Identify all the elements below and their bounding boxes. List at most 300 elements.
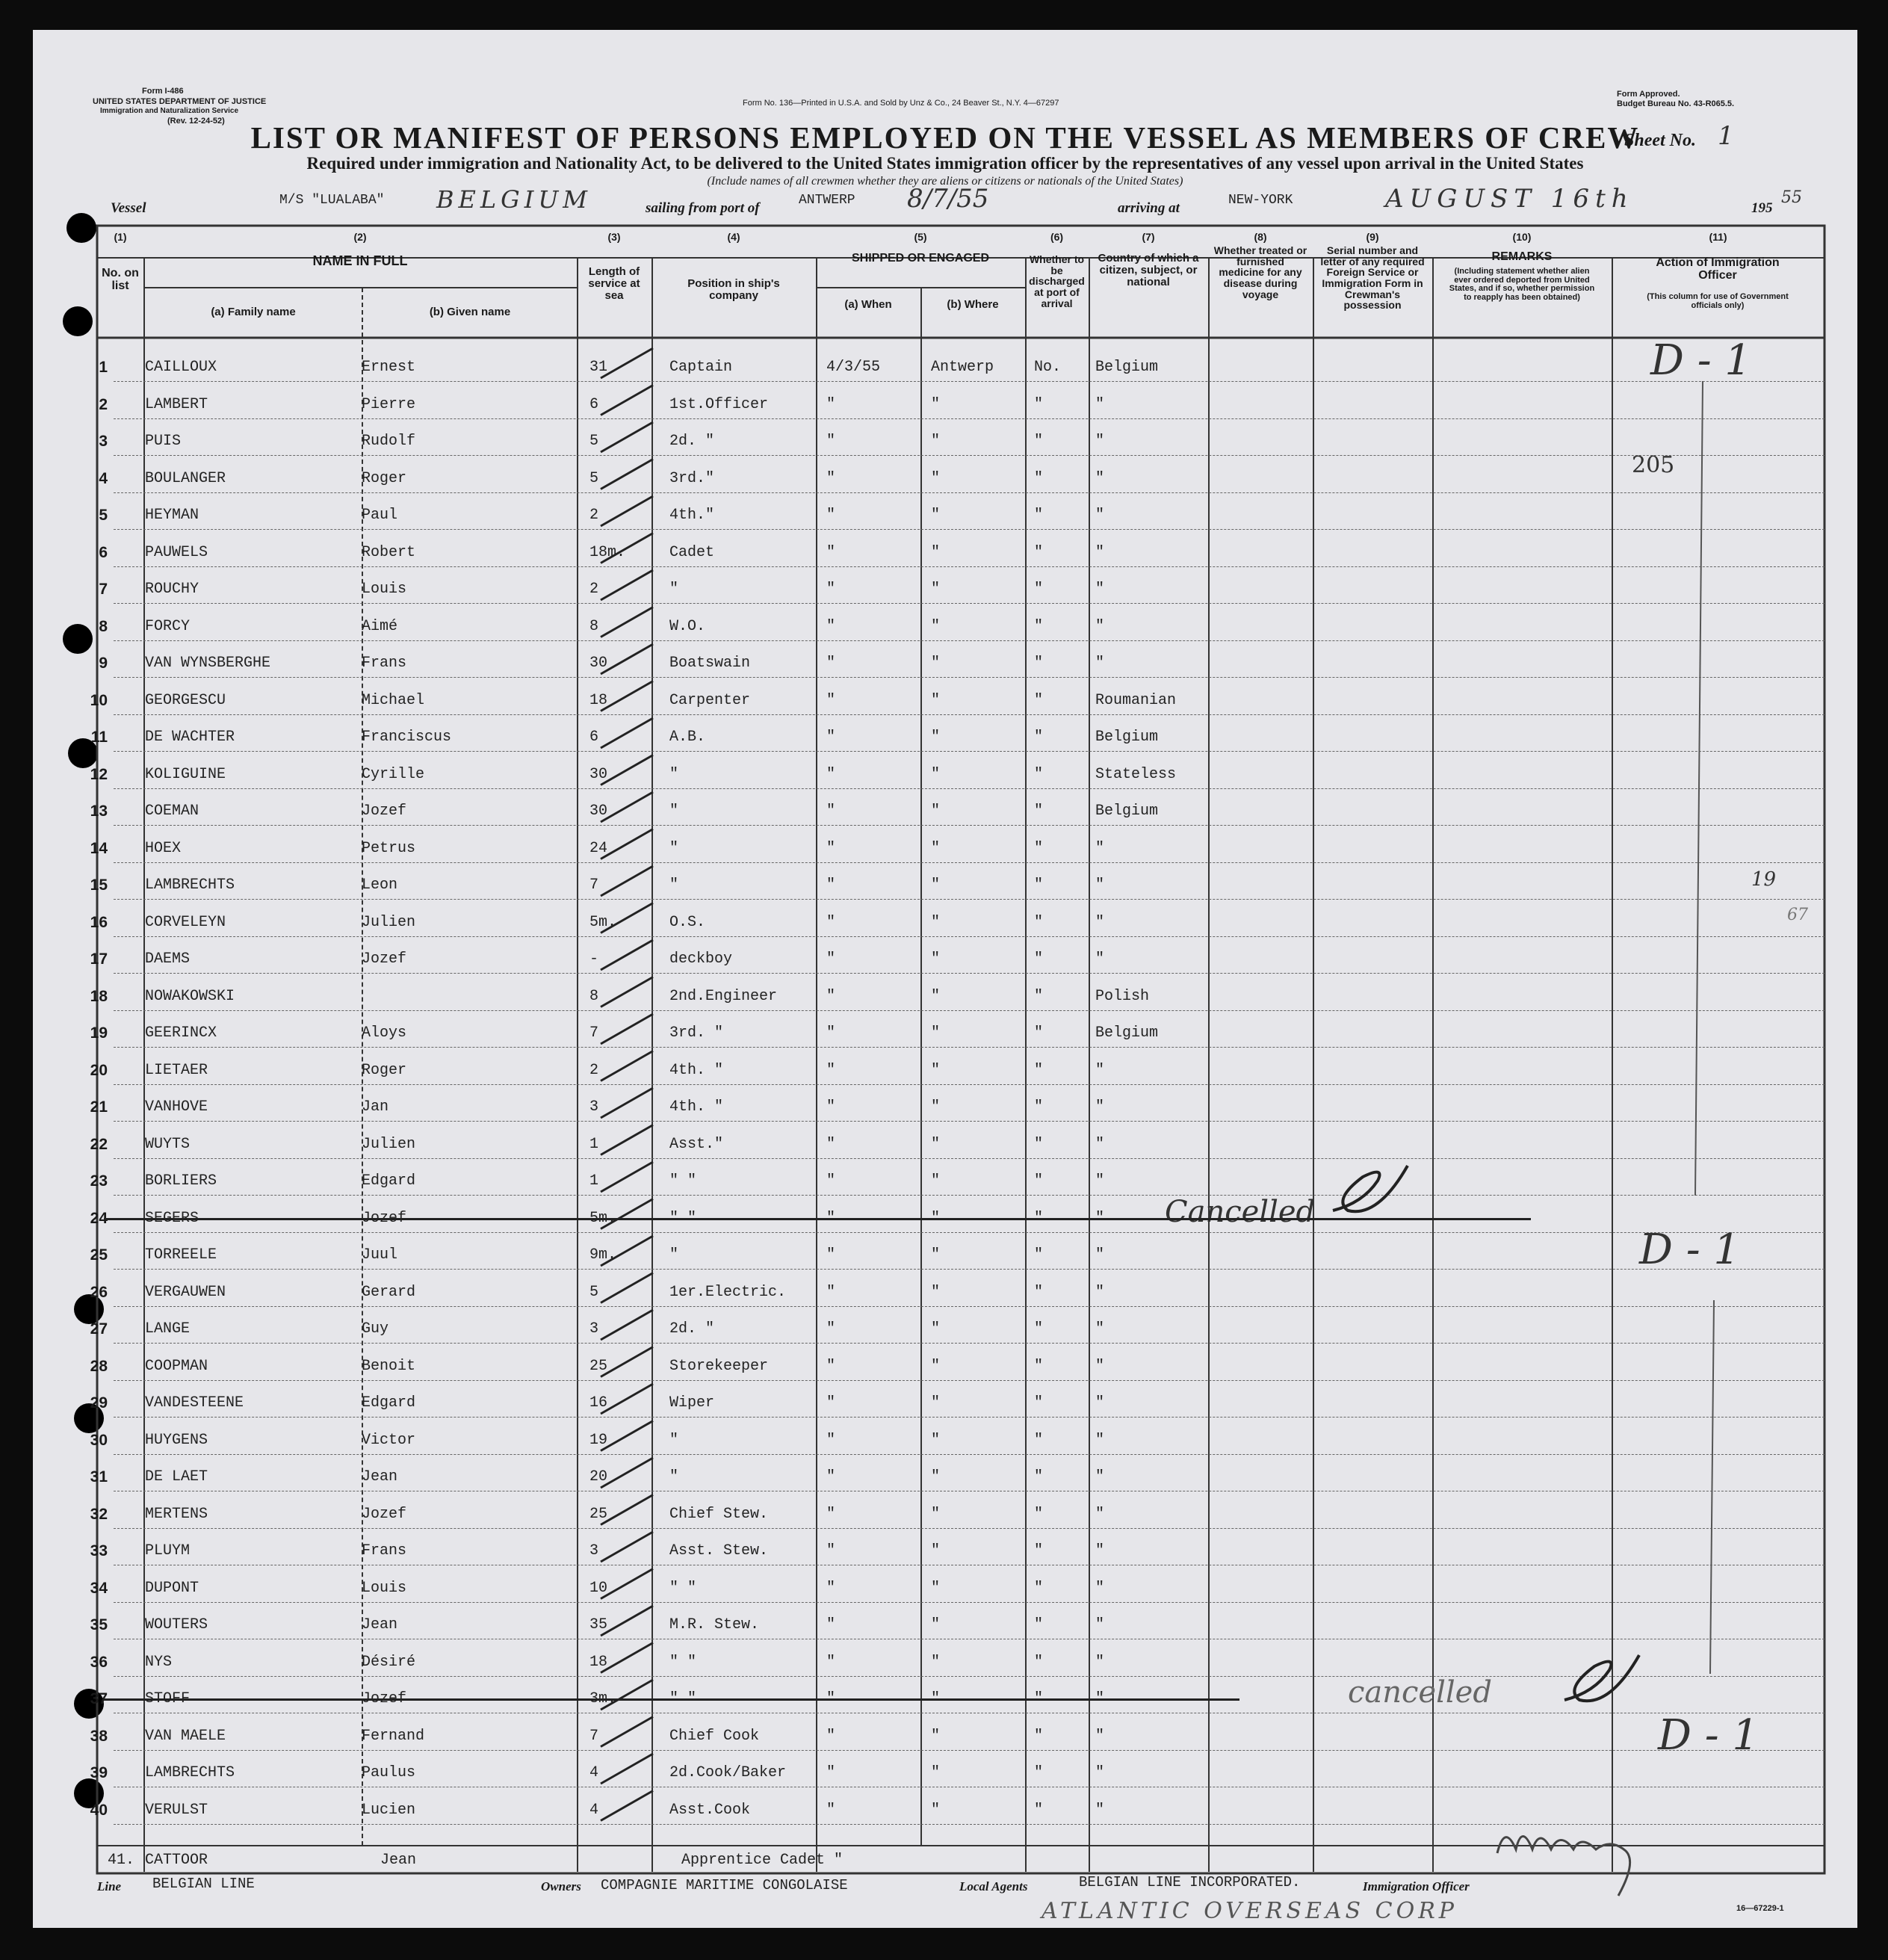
cell-where: " xyxy=(931,1283,941,1301)
cell-discharged: " xyxy=(1034,1505,1044,1523)
cell-given: Julien xyxy=(362,1135,416,1153)
cell-when: " xyxy=(826,507,836,524)
cancel-initials-37 xyxy=(1564,1655,1639,1701)
vessel-label: Vessel xyxy=(111,200,146,216)
col5-number: (5) xyxy=(914,231,927,243)
cell-service: 18 xyxy=(589,1653,608,1671)
cell-family: FORCY xyxy=(145,617,191,635)
cell-where: " xyxy=(931,877,941,894)
cell-where: " xyxy=(931,507,941,524)
check-tick xyxy=(601,1051,653,1081)
check-tick xyxy=(601,1014,653,1044)
check-tick xyxy=(601,977,653,1007)
cell-service: 2 xyxy=(589,507,599,524)
cell-family: BOULANGER xyxy=(145,469,226,487)
cell-country: " xyxy=(1095,950,1105,968)
cell-when: " xyxy=(826,1727,836,1745)
col4-label: Position in ship's company xyxy=(687,277,780,302)
cell-discharged: " xyxy=(1034,1283,1044,1301)
action-d1-middle: D - 1 xyxy=(1639,1225,1741,1274)
cell-country: " xyxy=(1095,1727,1105,1745)
extra-row-position: Apprentice Cadet " xyxy=(681,1852,844,1869)
check-tick xyxy=(601,386,653,415)
year-value: 55 xyxy=(1781,188,1802,207)
cell-where: " xyxy=(931,987,941,1005)
cell-discharged: " xyxy=(1034,617,1044,635)
row-number: 15 xyxy=(90,877,108,894)
cell-family: SEGERS xyxy=(145,1209,199,1227)
cell-country: " xyxy=(1095,617,1105,635)
cell-where: " xyxy=(931,655,941,672)
row-number: 1 xyxy=(99,359,108,376)
cell-discharged: " xyxy=(1034,655,1044,672)
owners-label: Owners xyxy=(541,1879,581,1893)
cell-country: " xyxy=(1095,1061,1105,1079)
cell-family: COEMAN xyxy=(145,803,199,820)
cell-where: " xyxy=(931,1505,941,1523)
cell-country: " xyxy=(1095,877,1105,894)
row-number: 21 xyxy=(90,1098,108,1116)
right-margin-line xyxy=(1710,1300,1714,1674)
cell-service: 4 xyxy=(589,1801,599,1819)
col11-label: Action of Immigration Officer xyxy=(1656,256,1780,282)
row-number: 19 xyxy=(90,1024,108,1042)
cell-position: " " xyxy=(669,1172,697,1190)
row-number: 37 xyxy=(90,1690,108,1707)
row-number: 20 xyxy=(90,1061,108,1079)
row-number: 32 xyxy=(90,1505,108,1523)
cell-position: W.O. xyxy=(669,617,706,635)
cell-where: " xyxy=(931,617,941,635)
row-number: 4 xyxy=(99,469,108,487)
check-tick xyxy=(601,570,653,600)
check-tick xyxy=(601,1643,653,1673)
cell-position: Boatswain xyxy=(669,655,751,672)
cell-service: 5 xyxy=(589,469,599,487)
row-number: 39 xyxy=(90,1764,108,1781)
col4-number: (4) xyxy=(727,231,740,243)
cell-position: 4th. " xyxy=(669,1098,724,1116)
cell-family: LAMBRECHTS xyxy=(145,1764,235,1781)
sheet-label: Sheet No. xyxy=(1624,131,1696,150)
cell-position: 4th. " xyxy=(669,1061,724,1079)
cell-service: 20 xyxy=(589,1468,608,1486)
cell-position: " " xyxy=(669,1653,697,1671)
cell-family: MERTENS xyxy=(145,1505,208,1523)
cell-when: " xyxy=(826,581,836,598)
cell-position: M.R. Stew. xyxy=(669,1616,760,1633)
row-number: 8 xyxy=(99,617,108,635)
check-tick xyxy=(601,1569,653,1599)
col8-label: Whether treated or furnished medicine for any disease during voyage xyxy=(1213,244,1307,300)
line-label: Line xyxy=(97,1879,122,1893)
cell-given: Pierre xyxy=(362,395,416,413)
cell-discharged: " xyxy=(1034,877,1044,894)
cell-position: Asst.Cook xyxy=(669,1801,751,1819)
cell-position: " " xyxy=(669,1579,697,1597)
cell-service: 1 xyxy=(589,1172,599,1190)
cell-when: " xyxy=(826,1801,836,1819)
cell-discharged: " xyxy=(1034,1024,1044,1042)
cell-service: 25 xyxy=(589,1505,608,1523)
cell-country: Belgium xyxy=(1095,1024,1159,1042)
cell-country: " xyxy=(1095,1320,1105,1338)
cell-discharged: " xyxy=(1034,395,1044,413)
cell-position: " xyxy=(669,1246,679,1264)
cell-service: 4 xyxy=(589,1764,599,1781)
cell-when: 4/3/55 xyxy=(826,359,881,376)
cell-when: " xyxy=(826,1505,836,1523)
cell-service: 31 xyxy=(589,359,608,376)
col7-number: (7) xyxy=(1142,231,1155,243)
cell-position: 3rd. " xyxy=(669,1024,724,1042)
cell-given: Paul xyxy=(362,507,398,524)
cell-service: 8 xyxy=(589,617,599,635)
cell-where: " xyxy=(931,950,941,968)
cell-when: " xyxy=(826,1024,836,1042)
cell-country: " xyxy=(1095,507,1105,524)
cell-given: Guy xyxy=(362,1320,389,1338)
cell-family: LAMBERT xyxy=(145,395,208,413)
cell-given: Julien xyxy=(362,913,416,931)
sailing-date: 8/7/55 xyxy=(907,184,989,214)
cell-discharged: " xyxy=(1034,433,1044,450)
cell-discharged: " xyxy=(1034,1801,1044,1819)
check-tick xyxy=(601,718,653,748)
cell-country: " xyxy=(1095,395,1105,413)
check-tick xyxy=(601,829,653,859)
cell-when: " xyxy=(826,1283,836,1301)
cell-discharged: No. xyxy=(1034,359,1062,376)
cell-service: 10 xyxy=(589,1579,608,1597)
cell-discharged: " xyxy=(1034,987,1044,1005)
cell-country: " xyxy=(1095,839,1105,857)
cell-where: " xyxy=(931,433,941,450)
cell-country: Roumanian xyxy=(1095,691,1177,709)
check-tick xyxy=(601,1310,653,1340)
vessel-value: M/S "LUALABA" xyxy=(279,193,385,208)
cell-service: 35 xyxy=(589,1616,608,1633)
cell-country: " xyxy=(1095,1690,1105,1707)
cell-position: O.S. xyxy=(669,913,706,931)
cell-position: deckboy xyxy=(669,950,733,968)
line-value: BELGIAN LINE xyxy=(152,1876,255,1892)
col3-number: (3) xyxy=(607,231,621,243)
cell-country: " xyxy=(1095,1135,1105,1153)
check-tick xyxy=(601,348,653,378)
cell-position: Storekeeper xyxy=(669,1357,769,1375)
cell-where: " xyxy=(931,913,941,931)
row-number: 17 xyxy=(90,950,108,968)
cell-position: " " xyxy=(669,1690,697,1707)
sheet-value: 1 xyxy=(1718,121,1734,151)
check-tick xyxy=(601,1384,653,1414)
cell-country: " xyxy=(1095,1579,1105,1597)
cancelled-remark: Cancelled xyxy=(1165,1194,1316,1229)
cell-service: 8 xyxy=(589,987,599,1005)
sailing-value: ANTWERP xyxy=(799,193,855,208)
cell-where: " xyxy=(931,1431,941,1449)
cell-where: " xyxy=(931,1727,941,1745)
cell-where: " xyxy=(931,1616,941,1633)
cell-given: Robert xyxy=(362,543,416,561)
cell-discharged: " xyxy=(1034,1320,1044,1338)
manifest-sheet xyxy=(33,30,1857,1928)
cancel-initials-24 xyxy=(1333,1166,1408,1211)
cell-when: " xyxy=(826,1320,836,1338)
check-tick xyxy=(601,1421,653,1451)
cell-when: " xyxy=(826,1172,836,1190)
cell-service: 30 xyxy=(589,803,608,820)
printer-info: Form No. 136—Printed in U.S.A. and Sold by Unz & Co., 24 Beaver St., N.Y. 4—67297 xyxy=(743,99,1059,108)
cell-when: " xyxy=(826,1098,836,1116)
cell-where: " xyxy=(931,1468,941,1486)
cell-discharged: " xyxy=(1034,543,1044,561)
cell-service: 2 xyxy=(589,1061,599,1079)
cell-where: " xyxy=(931,469,941,487)
cell-family: DAEMS xyxy=(145,950,191,968)
col2b-label: (b) Given name xyxy=(429,306,511,318)
cell-when: " xyxy=(826,395,836,413)
page-title: LIST OR MANIFEST OF PERSONS EMPLOYED ON THE VESSEL AS MEMBERS OF CREW xyxy=(250,120,1640,155)
check-tick xyxy=(601,460,653,489)
cell-when: " xyxy=(826,1209,836,1227)
check-tick xyxy=(601,1125,653,1155)
service-name: Immigration and Naturalization Service xyxy=(100,107,239,115)
cell-position: " xyxy=(669,839,679,857)
row-number: 23 xyxy=(90,1172,108,1190)
cell-given: Jean xyxy=(362,1616,398,1633)
check-tick xyxy=(601,1088,653,1118)
check-tick xyxy=(601,422,653,452)
cell-given: Aimé xyxy=(362,617,398,635)
cell-where: " xyxy=(931,1542,941,1559)
cell-service: 30 xyxy=(589,655,608,672)
cell-given: Roger xyxy=(362,469,407,487)
footer-code: 16—67229-1 xyxy=(1736,1904,1784,1913)
cell-family: HUYGENS xyxy=(145,1431,208,1449)
col2-number: (2) xyxy=(353,231,367,243)
budget-bureau: Budget Bureau No. 43-R065.5. xyxy=(1617,99,1735,108)
check-tick xyxy=(601,644,653,674)
cell-service: 1 xyxy=(589,1135,599,1153)
row-number: 35 xyxy=(90,1616,108,1633)
cell-country: Belgium xyxy=(1095,359,1159,376)
cell-given: Petrus xyxy=(362,839,416,857)
cell-given: Victor xyxy=(362,1431,416,1449)
cell-country: " xyxy=(1095,1357,1105,1375)
cell-country: " xyxy=(1095,1431,1105,1449)
col1-label: No. on list xyxy=(102,267,139,292)
cell-where: " xyxy=(931,1209,941,1227)
cell-service: 5 xyxy=(589,433,599,450)
row-number: 38 xyxy=(90,1727,108,1745)
cell-where: " xyxy=(931,1801,941,1819)
cell-given: Rudolf xyxy=(362,433,416,450)
cell-given: Fernand xyxy=(362,1727,425,1745)
cell-when: " xyxy=(826,1542,836,1559)
cell-given: Edgard xyxy=(362,1172,416,1190)
cell-position: 2d. " xyxy=(669,433,715,450)
cell-given: Frans xyxy=(362,655,407,672)
cell-country: " xyxy=(1095,655,1105,672)
cell-where: " xyxy=(931,1394,941,1412)
cell-position: 3rd." xyxy=(669,469,715,487)
cell-service: 3 xyxy=(589,1320,599,1338)
cell-family: VERULST xyxy=(145,1801,208,1819)
cell-where: Antwerp xyxy=(931,359,994,376)
cell-when: " xyxy=(826,1431,836,1449)
cell-when: " xyxy=(826,987,836,1005)
cell-position: Chief Cook xyxy=(669,1727,760,1745)
check-tick xyxy=(601,1754,653,1784)
cell-given: Gerard xyxy=(362,1283,416,1301)
cell-discharged: " xyxy=(1034,765,1044,783)
row-number: 13 xyxy=(90,803,108,820)
cell-where: " xyxy=(931,803,941,820)
cell-when: " xyxy=(826,803,836,820)
check-tick xyxy=(601,1495,653,1525)
cell-family: NOWAKOWSKI xyxy=(145,987,235,1005)
form-number: Form I-486 xyxy=(142,87,184,96)
cell-family: VANDESTEENE xyxy=(145,1394,244,1412)
action-d1-bottom: D - 1 xyxy=(1658,1711,1759,1760)
col2-label: NAME IN FULL xyxy=(312,253,408,268)
cell-where: " xyxy=(931,1764,941,1781)
cell-given: Louis xyxy=(362,581,407,598)
row-number: 40 xyxy=(90,1801,108,1819)
cell-discharged: " xyxy=(1034,1431,1044,1449)
cell-family: LAMBRECHTS xyxy=(145,877,235,894)
col11-number: (11) xyxy=(1709,231,1727,243)
cell-service: 6 xyxy=(589,395,599,413)
cell-where: " xyxy=(931,581,941,598)
col10-label: REMARKS xyxy=(1491,250,1553,263)
department: UNITED STATES DEPARTMENT OF JUSTICE xyxy=(93,97,267,106)
col9-label: Serial number and letter of any required Foreign Service or Immigration Form in Crewman's possession xyxy=(1320,244,1425,312)
cell-when: " xyxy=(826,1764,836,1781)
cell-family: NYS xyxy=(145,1653,173,1671)
row-number: 25 xyxy=(90,1246,108,1264)
check-tick xyxy=(601,940,653,970)
agents-value: BELGIAN LINE INCORPORATED. xyxy=(1079,1874,1301,1891)
cell-position: Asst. Stew. xyxy=(669,1542,769,1559)
cell-when: " xyxy=(826,1653,836,1671)
cell-family: GEERINCX xyxy=(145,1024,217,1042)
check-tick xyxy=(601,496,653,526)
row-number: 30 xyxy=(90,1431,108,1449)
cell-family: PUIS xyxy=(145,433,182,450)
row-number: 9 xyxy=(99,655,108,672)
cell-family: STOFF xyxy=(145,1690,191,1707)
cell-country: " xyxy=(1095,1542,1105,1559)
cell-given: Franciscus xyxy=(362,729,452,746)
cell-discharged: " xyxy=(1034,1690,1044,1707)
hand-marks xyxy=(33,30,1857,1928)
col6-number: (6) xyxy=(1050,231,1064,243)
cell-country: " xyxy=(1095,1209,1105,1227)
cell-position: Captain xyxy=(669,359,733,376)
check-tick xyxy=(601,1273,653,1303)
year-label: 195 xyxy=(1751,200,1773,216)
cell-country: Belgium xyxy=(1095,803,1159,820)
col3-label: Length of service at sea xyxy=(588,265,640,302)
subtitle: Required under immigration and Nationality Act, to be delivered to the United States immigration officer by the representatives of any vessel upon arrival in the United States xyxy=(306,154,1584,173)
cell-service: 6 xyxy=(589,729,599,746)
cell-country: " xyxy=(1095,433,1105,450)
cell-family: COOPMAN xyxy=(145,1357,208,1375)
cell-where: " xyxy=(931,1061,941,1079)
cell-when: " xyxy=(826,1357,836,1375)
cell-given: Lucien xyxy=(362,1801,416,1819)
cell-service: 5 xyxy=(589,1283,599,1301)
cell-when: " xyxy=(826,1579,836,1597)
cell-country: " xyxy=(1095,1653,1105,1671)
row-number: 26 xyxy=(90,1283,108,1301)
cell-when: " xyxy=(826,877,836,894)
form-approved: Form Approved. xyxy=(1617,90,1680,99)
col6-label: Whether to be discharged at port of arrival xyxy=(1029,253,1085,309)
col5-label: SHIPPED OR ENGAGED xyxy=(851,252,990,265)
vessel-flag: BELGIUM xyxy=(436,185,592,214)
cell-when: " xyxy=(826,950,836,968)
cell-country: " xyxy=(1095,1505,1105,1523)
cell-discharged: " xyxy=(1034,507,1044,524)
cell-where: " xyxy=(931,1098,941,1116)
right-margin-line xyxy=(1695,381,1703,1196)
cell-discharged: " xyxy=(1034,1579,1044,1597)
cell-family: ROUCHY xyxy=(145,581,199,598)
cell-position: " xyxy=(669,1431,679,1449)
check-tick xyxy=(601,1680,653,1710)
check-tick xyxy=(601,681,653,711)
row-number: 29 xyxy=(90,1394,108,1412)
cell-family: LANGE xyxy=(145,1320,191,1338)
cell-position: " xyxy=(669,581,679,598)
cell-discharged: " xyxy=(1034,581,1044,598)
cell-family: VAN MAELE xyxy=(145,1727,226,1745)
cell-given: Jozef xyxy=(362,950,407,968)
cell-country: Belgium xyxy=(1095,729,1159,746)
cell-family: WUYTS xyxy=(145,1135,191,1153)
cell-when: " xyxy=(826,1616,836,1633)
cell-family: PAUWELS xyxy=(145,543,208,561)
row-number: 14 xyxy=(90,839,108,857)
annotation-67: 67 xyxy=(1787,906,1808,924)
cell-country: Polish xyxy=(1095,987,1150,1005)
cell-service: 2 xyxy=(589,581,599,598)
row-number: 11 xyxy=(90,729,108,746)
check-tick xyxy=(601,1606,653,1636)
agents-handwritten: ATLANTIC OVERSEAS CORP xyxy=(1042,1898,1458,1924)
cell-given: Jozef xyxy=(362,1505,407,1523)
cell-service: 3 xyxy=(589,1098,599,1116)
cell-position: 1st.Officer xyxy=(669,395,769,413)
cell-when: " xyxy=(826,617,836,635)
row-number: 6 xyxy=(99,543,108,561)
cell-position: 4th." xyxy=(669,507,715,524)
officer-signature xyxy=(1497,1837,1630,1896)
row-number: 3 xyxy=(99,433,108,450)
cell-when: " xyxy=(826,1690,836,1707)
check-tick xyxy=(601,903,653,933)
col2a-label: (a) Family name xyxy=(211,306,296,318)
cell-family: VERGAUWEN xyxy=(145,1283,226,1301)
cell-service: 5m. xyxy=(589,913,617,931)
check-tick xyxy=(601,1791,653,1821)
cell-discharged: " xyxy=(1034,1542,1044,1559)
cell-where: " xyxy=(931,1579,941,1597)
